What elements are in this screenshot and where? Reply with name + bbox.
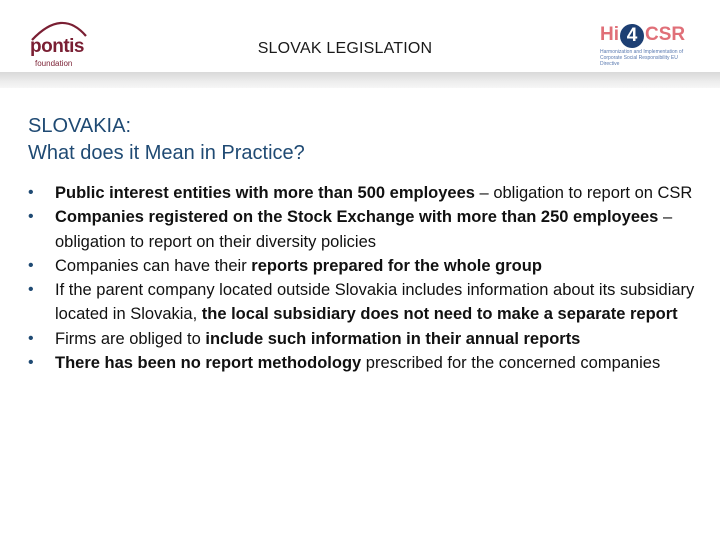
hi4csr-hi-text: Hi xyxy=(600,24,619,45)
slide-heading-line2: What does it Mean in Practice? xyxy=(28,142,305,164)
slide-heading xyxy=(28,113,688,167)
bullet-text: Firms are obliged to xyxy=(55,329,206,348)
pontis-logo-subtitle: foundation xyxy=(35,59,73,68)
bullet-text-bold: There has been no report methodology xyxy=(55,354,362,373)
header-divider-bar xyxy=(0,72,720,88)
hi4csr-wordmark xyxy=(600,18,685,48)
bullet-text-bold: include such information in their annual reports xyxy=(205,329,581,348)
hi4csr-four-badge: 4 xyxy=(620,24,644,48)
bullet-item xyxy=(28,327,700,351)
bullet-dot-icon: • xyxy=(28,329,34,347)
bullet-text-bold: Companies registered on the Stock Exchange with more than 250 employees xyxy=(55,208,659,227)
bullet-text: Companies can have their xyxy=(55,256,252,275)
bullet-dot-icon: • xyxy=(28,256,34,274)
bullet-text-bold: reports prepared for the whole group xyxy=(251,256,542,275)
slide-heading-line1: SLOVAKIA: xyxy=(28,115,132,137)
bullet-dot-icon: • xyxy=(28,281,34,299)
bullet-text: If the parent company located outside Slovakia includes information about its subsidiary located in Slovakia, xyxy=(55,281,695,324)
bullet-text: – obligation to report on their diversity policies xyxy=(55,208,673,251)
bullet-text-bold: Public interest entities with more than 500 employees xyxy=(55,184,475,202)
bullet-text: prescribed for the concerned companies xyxy=(361,354,661,373)
bullet-dot-icon: • xyxy=(28,184,34,201)
hi4csr-logo xyxy=(600,18,695,66)
hi4csr-csr-text: CSR xyxy=(645,24,686,45)
header-title: SLOVAK LEGISLATION xyxy=(257,40,433,57)
slide-header xyxy=(0,0,720,90)
bullet-item xyxy=(28,278,700,327)
bullet-item xyxy=(28,205,700,254)
bullet-item xyxy=(28,181,700,205)
bullet-dot-icon: • xyxy=(28,354,34,372)
bullet-text: – obligation to report on CSR xyxy=(474,184,693,202)
bullet-item xyxy=(28,254,700,278)
bullet-item xyxy=(28,351,700,375)
bullet-text-bold: the local subsidiary does not need to make a separate report xyxy=(201,305,678,324)
bullet-list xyxy=(28,181,700,375)
pontis-logo-text: pontis xyxy=(30,36,84,57)
hi4csr-tagline: Harmonization and Implementation of Corporate Social Responsibility EU Directive xyxy=(600,49,684,67)
bullet-dot-icon: • xyxy=(28,208,34,226)
